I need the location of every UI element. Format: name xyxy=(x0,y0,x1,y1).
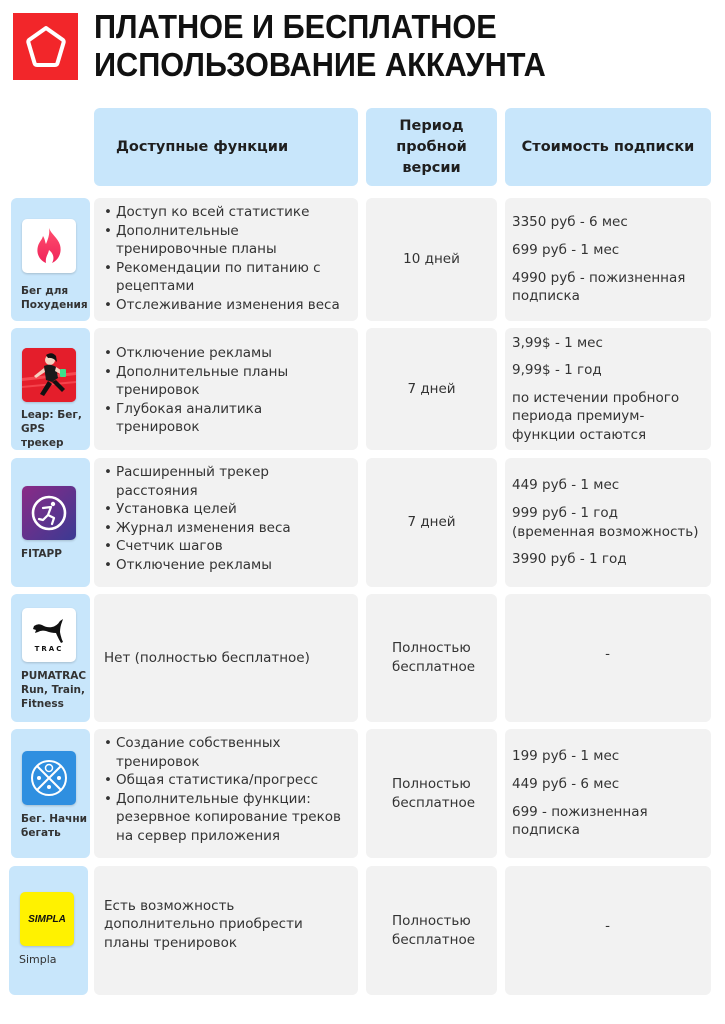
features-cell xyxy=(94,198,358,321)
feature-item: • Отключение рекламы xyxy=(104,344,348,363)
price-dash: - xyxy=(605,918,610,935)
app-cell-fitapp xyxy=(11,458,90,587)
trial-value: Полностью xyxy=(392,640,471,657)
runners-compass-icon xyxy=(22,751,76,805)
trial-value: 7 дней xyxy=(407,514,456,531)
price-item: 3350 руб - 6 мес xyxy=(512,214,628,231)
app-name: GPS трекер xyxy=(21,423,64,449)
price-dash: - xyxy=(605,645,610,662)
trial-value: Полностью xyxy=(392,775,471,792)
trial-cell xyxy=(366,866,497,995)
price-cell xyxy=(505,458,711,587)
app-name: FITAPP xyxy=(21,548,62,560)
feature-text: Нет (полностью бесплатное) xyxy=(104,649,310,666)
trial-value: 7 дней xyxy=(407,380,456,397)
feature-item: • Отслеживание изменения веса xyxy=(104,296,348,315)
header-trial xyxy=(366,108,497,186)
trial-value: Полностью xyxy=(392,912,471,929)
feature-item: • Дополнительные тренировочные планы xyxy=(104,222,348,259)
trial-cell xyxy=(366,458,497,587)
price-cell xyxy=(505,866,711,995)
price-cell xyxy=(505,729,711,858)
header-trial-line: Период xyxy=(399,117,464,134)
app-name: Бег. Начни xyxy=(21,813,87,825)
features-cell xyxy=(94,866,358,995)
app-name: Simpla xyxy=(19,953,57,966)
pentagon-icon xyxy=(24,24,68,70)
trial-value: бесплатное xyxy=(392,931,476,948)
trial-cell xyxy=(366,198,497,321)
header-features-label: Доступные функции xyxy=(116,138,289,155)
price-item: 449 руб - 1 мес xyxy=(512,477,620,494)
features-cell xyxy=(94,729,358,858)
feature-text: Есть возможность дополнительно приобрести планы тренировок xyxy=(104,897,303,951)
price-item: 699 руб - 1 мес xyxy=(512,241,620,258)
app-cell-pumatrac xyxy=(11,594,90,722)
simpla-logo-text: SIMPLA xyxy=(28,913,66,925)
feature-item: • Дополнительные функции: резервное копирование треков на сервер приложения xyxy=(104,790,348,846)
trial-value: бесплатное xyxy=(392,659,476,675)
simpla-logo-icon xyxy=(20,892,74,946)
app-name: бегать xyxy=(21,827,61,839)
feature-item: • Отключение рекламы xyxy=(104,556,348,575)
header-trial-line: версии xyxy=(402,159,461,176)
page-title xyxy=(94,8,546,84)
trial-value: 10 дней xyxy=(403,251,460,268)
price-cell xyxy=(505,198,711,321)
price-item: 449 руб - 6 мес xyxy=(512,775,620,792)
price-item: по истечении пробного периода премиум-функции остаются xyxy=(512,389,680,443)
price-item: 4990 руб - пожизненная подписка xyxy=(512,269,686,305)
feature-item: • Глубокая аналитика тренировок xyxy=(104,400,348,437)
feature-item: • Доступ ко всей статистике xyxy=(104,203,348,222)
features-cell xyxy=(94,458,358,587)
app-name: Бег для xyxy=(21,285,69,297)
trial-cell xyxy=(366,328,497,450)
trial-cell xyxy=(366,594,497,722)
app-cell-leap xyxy=(11,328,90,450)
feature-item: • Создание собственных тренировок xyxy=(104,734,348,771)
app-name: Fitness xyxy=(21,698,64,710)
trial-value: бесплатное xyxy=(392,794,476,811)
trial-cell xyxy=(366,729,497,858)
price-item: 699 - пожизненная подписка xyxy=(512,803,648,839)
features-cell xyxy=(94,594,358,722)
header-price-label: Стоимость подписки xyxy=(521,138,695,155)
price-cell xyxy=(505,594,711,722)
runner-woman-icon xyxy=(22,348,76,402)
brand-logo xyxy=(13,13,78,80)
app-name: Leap: Бег, xyxy=(21,409,82,421)
header-price xyxy=(505,108,711,186)
feature-item: • Установка целей xyxy=(104,500,348,519)
price-item: 9,99$ - 1 год xyxy=(512,362,602,379)
price-item: 999 руб - 1 год (временная возможность) xyxy=(512,504,699,540)
puma-icon xyxy=(22,608,76,662)
app-name: PUMATRAC xyxy=(21,670,87,682)
features-cell xyxy=(94,328,358,450)
app-cell-simpla xyxy=(9,866,88,995)
feature-item: • Расширенный трекер расстояния xyxy=(104,463,348,500)
title-line-1: ПЛАТНОЕ И БЕСПЛАТНОЕ xyxy=(94,8,497,45)
app-name: Run, Train, xyxy=(21,684,86,696)
feature-item: • Журнал изменения веса xyxy=(104,519,348,538)
flame-icon xyxy=(22,219,76,273)
app-name: Похудения xyxy=(21,299,88,311)
feature-item: • Рекомендации по питанию с рецептами xyxy=(104,259,348,296)
app-cell-beg-nachni-begat xyxy=(11,729,90,858)
runner-circle-icon xyxy=(22,486,76,540)
feature-item: • Общая статистика/прогресс xyxy=(104,771,348,790)
feature-item: • Счетчик шагов xyxy=(104,537,348,556)
price-cell xyxy=(505,328,711,450)
app-cell-beg-dlya-pohudeniya xyxy=(11,198,90,321)
header-features xyxy=(94,108,358,186)
header-trial-line: пробной xyxy=(396,138,467,155)
price-item: 3,99$ - 1 мес xyxy=(512,334,603,351)
price-item: 199 руб - 1 мес xyxy=(512,748,620,765)
title-line-2: ИСПОЛЬЗОВАНИЕ АККАУНТА xyxy=(94,46,546,83)
trac-label: TRAC xyxy=(34,644,64,653)
price-item: 3990 руб - 1 год xyxy=(512,551,627,568)
feature-item: • Дополнительные планы тренировок xyxy=(104,363,348,400)
